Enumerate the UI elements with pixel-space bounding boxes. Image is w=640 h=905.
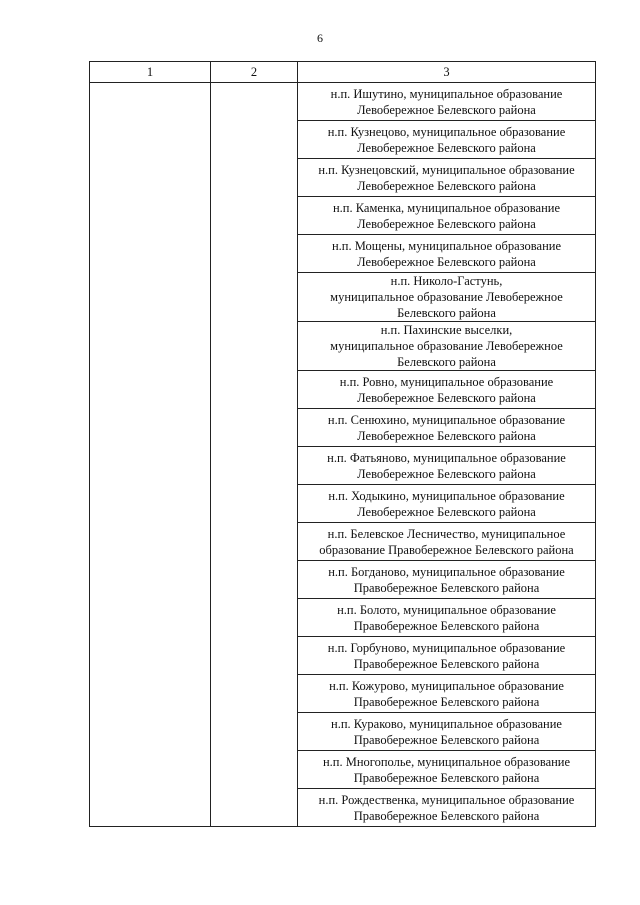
header-col-1: 1 [90,62,211,83]
settlement-line: Левобережное Белевского района [357,178,536,193]
settlement-line: Левобережное Белевского района [357,254,536,269]
header-row [90,62,596,83]
settlement-line: н.п. Кожурово, муниципальное образование [329,678,564,693]
settlement-line: н.п. Николо-Гастунь, [390,274,503,288]
settlement-line: н.п. Мощены, муниципальное образование [331,238,562,253]
settlement-line: Левобережное Белевского района [357,140,536,155]
settlement-cell [298,789,596,827]
settlement-line: Левобережное Белевского района [357,390,536,405]
settlement-cell [298,523,596,561]
table-row [90,83,596,121]
settlement-line: Левобережное Белевского района [357,102,536,117]
settlement-line: н.п. Богданово, муниципальное образование [328,564,565,579]
settlement-line: н.п. Горбуново, муниципальное образование [327,640,566,655]
settlement-cell [298,637,596,675]
page-number: 6 [317,31,323,45]
settlement-line: Белевского района [397,306,496,320]
settlement-line: Правобережное Белевского района [353,732,540,747]
col-2-cell [211,83,298,827]
settlement-cell [298,273,596,322]
settlement-line: муниципальное образование Левобережное [330,290,563,304]
settlement-cell [298,235,596,273]
settlement-line: Белевского района [397,355,496,369]
settlement-cell [298,751,596,789]
settlement-line: н.п. Кузнецовский, муниципальное образование [318,162,575,177]
settlement-cell [298,561,596,599]
settlement-line: Левобережное Белевского района [357,504,536,519]
settlement-cell [298,197,596,235]
settlement-line: н.п. Кузнецово, муниципальное образование [327,124,566,139]
settlement-line: Правобережное Белевского района [353,808,540,823]
settlement-line: н.п. Кураково, муниципальное образование [331,716,562,731]
settlement-cell [298,713,596,751]
settlement-line: н.п. Ишутино, муниципальное образование [330,86,563,101]
settlement-line: Левобережное Белевского района [357,466,536,481]
settlement-line: муниципальное образование Левобережное [330,339,563,353]
settlement-cell [298,447,596,485]
settlement-line: Левобережное Белевского района [357,428,536,443]
settlement-cell [298,159,596,197]
settlement-cell [298,83,596,121]
settlement-line: образование Правобережное Белевского района [319,542,574,557]
settlement-line: н.п. Сенюхино, муниципальное образование [327,412,566,427]
settlement-cell [298,485,596,523]
settlement-line: Левобережное Белевского района [357,216,536,231]
settlement-line: н.п. Ходыкино, муниципальное образование [328,488,565,503]
settlement-line: н.п. Пахинские выселки, [380,323,513,337]
settlement-line: н.п. Фатьяново, муниципальное образование [327,450,566,465]
table-body [90,83,596,827]
settlement-line: н.п. Белевское Лесничество, муниципальное [327,526,566,541]
settlements-table [89,61,596,827]
settlement-line: Правобережное Белевского района [353,770,540,785]
settlement-cell [298,371,596,409]
col-1-cell [90,83,211,827]
header-col-2: 2 [211,62,298,83]
settlement-cell [298,599,596,637]
settlement-line: Правобережное Белевского района [353,618,540,633]
settlement-line: н.п. Рождественка, муниципальное образование [318,792,575,807]
settlement-line: н.п. Многополье, муниципальное образование [322,754,571,769]
header-col-3: 3 [298,62,596,83]
settlement-cell [298,121,596,159]
settlement-line: н.п. Болото, муниципальное образование [337,602,556,617]
settlement-line: н.п. Ровно, муниципальное образование [339,374,554,389]
settlement-line: Правобережное Белевского района [353,694,540,709]
settlement-cell [298,322,596,371]
settlement-line: Правобережное Белевского района [353,656,540,671]
settlement-line: н.п. Каменка, муниципальное образование [332,200,560,215]
settlement-line: Правобережное Белевского района [353,580,540,595]
settlement-cell [298,675,596,713]
settlement-cell [298,409,596,447]
